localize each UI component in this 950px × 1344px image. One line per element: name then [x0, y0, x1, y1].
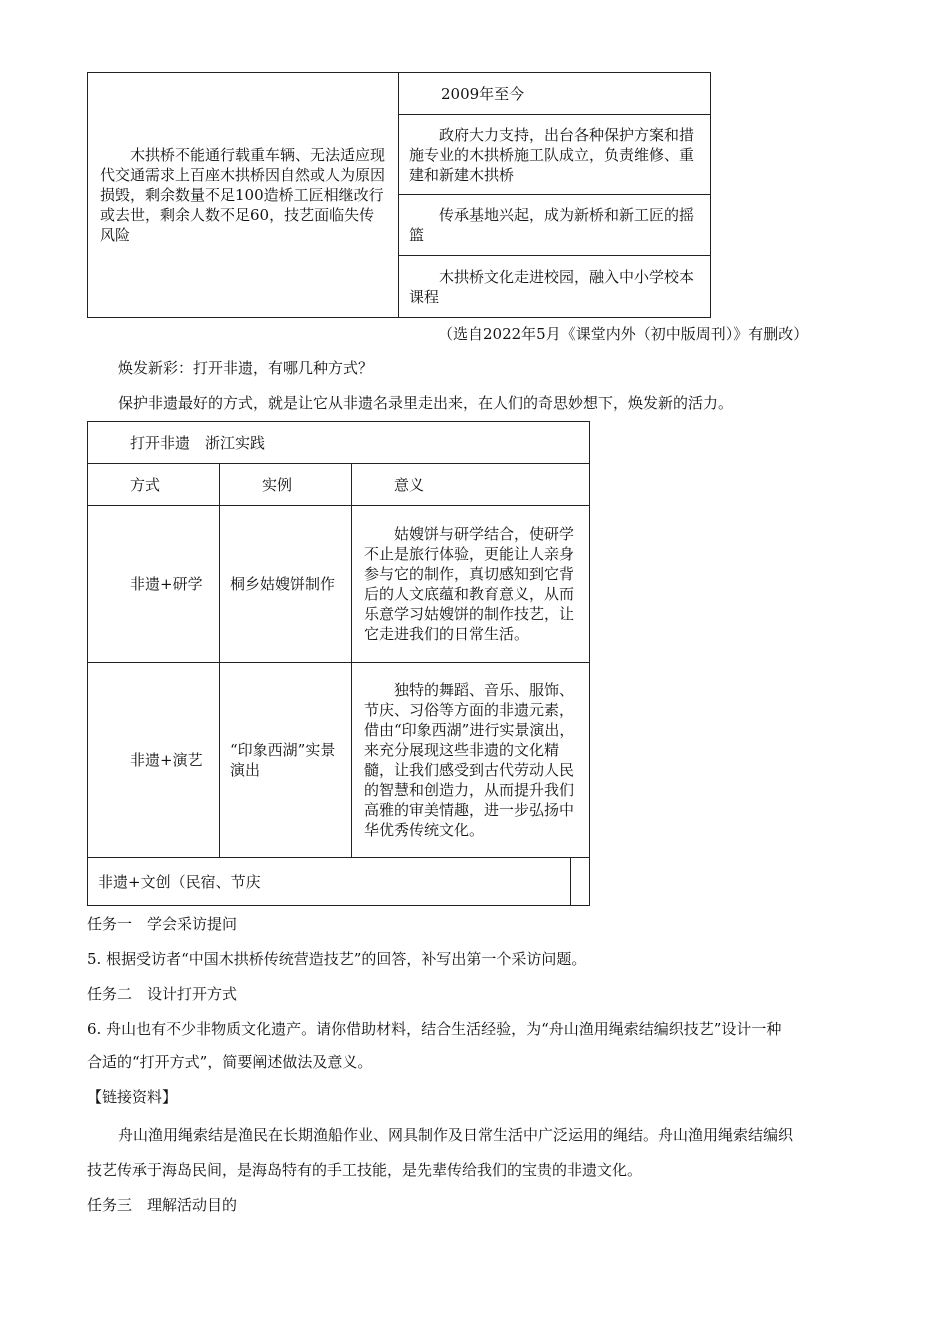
bridge-protection-table	[87, 72, 711, 318]
row-method-cell	[88, 506, 220, 663]
row-method-cell	[88, 663, 220, 858]
row-method: 非遗+演艺	[130, 751, 203, 769]
bridge-problem-text: 木拱桥不能通行载重车辆、无法适应现代交通需求上百座木拱桥因自然或人为原因损毁，剩余数量不足100造桥工匠相继改行或去世，剩余人数不足60，技艺面临失传风险	[100, 146, 386, 244]
task3-heading: 任务三 理解活动目的	[87, 1196, 238, 1214]
row-example: 桐乡姑嫂饼制作	[230, 575, 336, 593]
row-meaning-cell	[352, 663, 590, 858]
row-example-cell	[220, 506, 352, 663]
bridge-period-text: 2009年至今	[441, 84, 525, 103]
para-protect: 保护非遗最好的方式，就是让它从非遗名录里走出来，在人们的奇思妙想下，焕发新的活力。	[118, 394, 734, 412]
bridge-problem-cell	[88, 73, 399, 318]
header-method-label: 方式	[130, 475, 161, 494]
bridge-school-cell	[399, 256, 711, 318]
bridge-period-cell	[399, 73, 711, 115]
last-row-cell	[88, 858, 571, 906]
link-text-line1: 舟山渔用绳索结是渔民在长期渔船作业、网具制作及日常生活中广泛运用的绳结。舟山渔用绳索结编织	[118, 1126, 794, 1144]
row-method: 非遗+研学	[130, 575, 203, 593]
header-meaning-label: 意义	[394, 475, 425, 494]
header-method	[88, 464, 220, 506]
link-title: 【链接资料】	[87, 1088, 178, 1106]
header-meaning	[352, 464, 590, 506]
row-meaning: 独特的舞蹈、音乐、服饰、节庆、习俗等方面的非遗元素，借由“印象西湖”进行实景演出，来充分展现这些非遗的文化精髓，让我们感受到古代劳动人民的智慧和创造力，从而提升我们高雅的审美情趣，进一步弘扬中华优秀传统文化。	[364, 681, 575, 839]
row-meaning: 姑嫂饼与研学结合，使研学不止是旅行体验，更能让人亲身参与它的制作，真切感知到它背后的人文底蕴和教育意义，从而乐意学习姑嫂饼的制作技艺，让它走进我们的日常生活。	[364, 525, 575, 643]
heritage-ways-table	[87, 421, 590, 906]
row-meaning-cell	[352, 506, 590, 663]
bridge-measure-cell	[399, 115, 711, 195]
task1-heading: 任务一 学会采访提问	[87, 915, 238, 933]
bridge-measure-text: 政府大力支持，出台各种保护方案和措施专业的木拱桥施工队成立，负责维修、重建和新建木拱桥	[409, 125, 695, 184]
header-example-label: 实例	[262, 475, 293, 494]
bridge-base-cell	[399, 195, 711, 256]
task2-heading: 任务二 设计打开方式	[87, 985, 238, 1003]
table-title-cell	[88, 422, 590, 464]
question-6-line1: 6. 舟山也有不少非物质文化遗产。请你借助材料，结合生活经验，为“舟山渔用绳索结编织技艺”设计一种	[87, 1020, 782, 1038]
row-example-cell	[220, 663, 352, 858]
header-example	[220, 464, 352, 506]
row-example: “印象西湖”实景演出	[230, 741, 336, 779]
question-5: 5. 根据受访者“中国木拱桥传统营造技艺”的回答，补写出第一个采访问题。	[87, 950, 587, 968]
heading-new-ways: 焕发新彩：打开非遗，有哪几种方式？	[118, 359, 374, 377]
source-note: （选自2022年5月《课堂内外（初中版周刊）》有删改）	[438, 325, 809, 343]
bridge-school-text: 木拱桥文化走进校园，融入中小学校本课程	[409, 267, 695, 306]
link-text-line2: 技艺传承于海岛民间，是海岛特有的手工技能，是先辈传给我们的宝贵的非遗文化。	[87, 1161, 643, 1179]
last-row-empty-cell	[571, 858, 590, 906]
table-title: 打开非遗 浙江实践	[130, 433, 266, 452]
bridge-base-text: 传承基地兴起，成为新桥和新工匠的摇篮	[409, 206, 695, 244]
last-row-text: 非遗+文创（民宿、节庆	[98, 873, 261, 891]
question-6-line2: 合适的“打开方式”，简要阐述做法及意义。	[87, 1053, 373, 1071]
